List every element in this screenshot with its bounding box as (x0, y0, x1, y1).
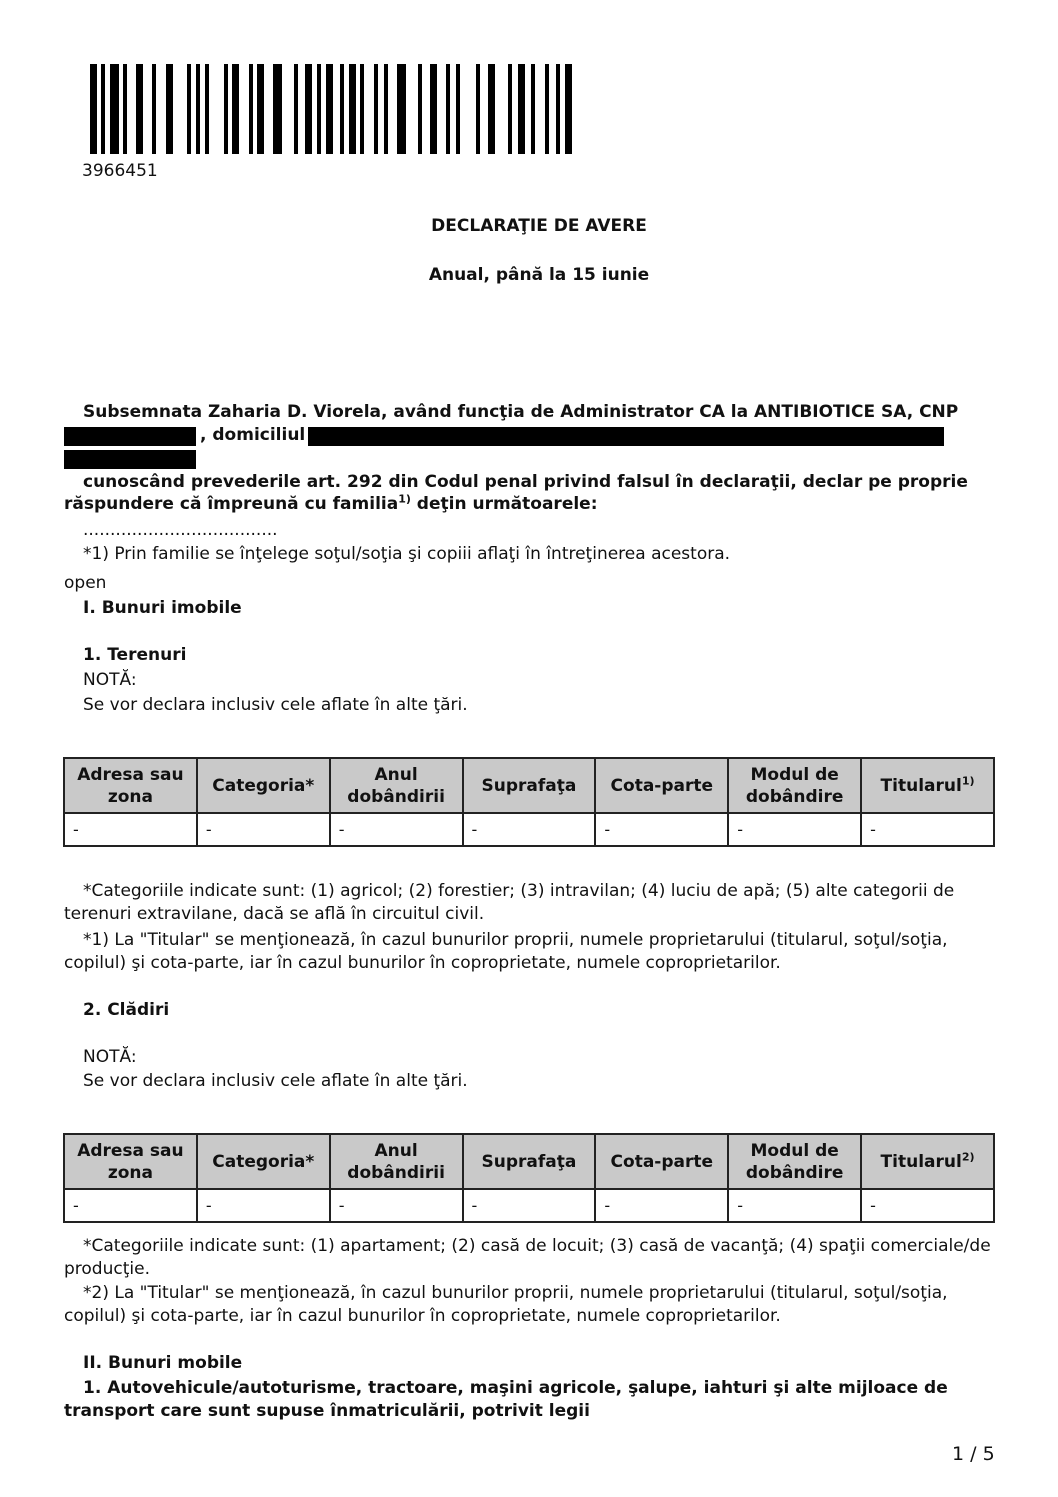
intro-line-4 (64, 494, 598, 514)
cell: - (728, 813, 861, 846)
terenuri-nota-text: Se vor declara inclusiv cele aflate în alte ţări. (83, 695, 468, 715)
cladiri-heading: 2. Clădiri (83, 1000, 170, 1020)
header-cota-parte: Cota-parte (595, 758, 728, 813)
cell: - (861, 813, 994, 846)
header-modul: Modul de dobândire (728, 758, 861, 813)
cell: - (463, 813, 596, 846)
header-titularul-sup: 1) (961, 773, 975, 787)
open-marker: open (64, 573, 107, 593)
document-title: DECLARAŢIE DE AVERE (431, 216, 647, 236)
cell: - (728, 1189, 861, 1222)
header-titularul-text: Titularul (880, 1151, 962, 1172)
cell: - (197, 813, 330, 846)
cell: - (463, 1189, 596, 1222)
redacted-address-continued (64, 450, 196, 469)
terenuri-note-2-cont: copilul) şi cota-parte, iar în cazul bunurilor în coproprietate, numele coproprietarilor. (64, 953, 781, 973)
document-subtitle: Anual, până la 15 iunie (428, 265, 650, 285)
header-anul: Anul dobândirii (330, 1134, 463, 1189)
header-cota-parte: Cota-parte (595, 1134, 728, 1189)
redacted-address (308, 427, 944, 446)
cladiri-nota-text: Se vor declara inclusiv cele aflate în alte ţări. (83, 1071, 468, 1091)
cell: - (595, 1189, 728, 1222)
redacted-cnp (64, 427, 196, 446)
section-2-sub-1: 1. Autovehicule/autoturisme, tractoare, maşini agricole, şalupe, iahturi şi alte mijloace de (83, 1378, 948, 1398)
header-titularul-text: Titularul (880, 775, 962, 796)
terenuri-heading: 1. Terenuri (83, 645, 187, 665)
terenuri-header-row (64, 758, 994, 813)
header-titularul-sup: 2) (961, 1149, 975, 1163)
cell: - (64, 813, 197, 846)
header-adresa: Adresa sau zona (64, 1134, 197, 1189)
header-adresa: Adresa sau zona (64, 758, 197, 813)
intro-line-1: Subsemnata Zaharia D. Viorela, având funcţia de Administrator CA la ANTIBIOTICE SA, CNP (83, 402, 959, 422)
cell: - (595, 813, 728, 846)
cell: - (64, 1189, 197, 1222)
intro-line-2: , domiciliul (200, 425, 306, 445)
cell: - (861, 1189, 994, 1222)
section-2-heading: II. Bunuri mobile (83, 1353, 243, 1373)
family-footnote: *1) Prin familie se înţelege soţul/soţia şi copiii aflaţi în întreţinerea acestora. (83, 544, 731, 564)
terenuri-nota: NOTĂ: (83, 670, 137, 690)
intro-line-3: cunoscând prevederile art. 292 din Codul penal privind falsul în declaraţii, declar pe proprie (83, 472, 968, 492)
cladiri-header-row (64, 1134, 994, 1189)
terenuri-note-1-cont: terenuri extravilane, dacă se află în circuitul civil. (64, 904, 485, 924)
terenuri-note-1: *Categoriile indicate sunt: (1) agricol; (2) forestier; (3) intravilan; (4) luciu de apă; (5) alte categorii de (83, 881, 955, 901)
cell: - (330, 813, 463, 846)
cladiri-note-1: *Categoriile indicate sunt: (1) apartament; (2) casă de locuit; (3) casă de vacanţă; (4) spaţii comerciale/de (83, 1236, 991, 1256)
page-number: 1 / 5 (952, 1443, 995, 1465)
cladiri-table (63, 1133, 995, 1223)
barcode-number: 3966451 (82, 161, 158, 181)
barcode (90, 64, 572, 154)
section-1-heading: I. Bunuri imobile (83, 598, 242, 618)
intro-line-4-end: deţin următoarele: (410, 494, 598, 514)
cell: - (330, 1189, 463, 1222)
terenuri-note-2: *1) La "Titular" se menţionează, în cazul bunurilor proprii, numele proprietarului (titularul, soţul/soţia, (83, 930, 948, 950)
header-anul: Anul dobândirii (330, 758, 463, 813)
table-row (64, 1189, 994, 1222)
terenuri-table (63, 757, 995, 847)
cell: - (197, 1189, 330, 1222)
footnote-marker: 1) (398, 492, 411, 506)
header-titularul (861, 1134, 994, 1189)
cladiri-note-1-cont: producţie. (64, 1259, 150, 1279)
header-suprafata: Suprafaţa (463, 1134, 596, 1189)
header-suprafata: Suprafaţa (463, 758, 596, 813)
header-modul: Modul de dobândire (728, 1134, 861, 1189)
cladiri-note-2-cont: copilul) şi cota-parte, iar în cazul bunurilor în coproprietate, numele coproprietarilor. (64, 1306, 781, 1326)
header-categoria: Categoria* (197, 1134, 330, 1189)
header-categoria: Categoria* (197, 758, 330, 813)
header-titularul (861, 758, 994, 813)
cladiri-note-2: *2) La "Titular" se menţionează, în cazul bunurilor proprii, numele proprietarului (titularul, soţul/soţia, (83, 1283, 948, 1303)
section-2-sub-1-cont: transport care sunt supuse înmatriculării, potrivit legii (64, 1401, 590, 1421)
cladiri-nota: NOTĂ: (83, 1047, 137, 1067)
table-row (64, 813, 994, 846)
dotted-line: .................................... (83, 520, 278, 540)
intro-line-4-text: răspundere că împreună cu familia (64, 494, 399, 514)
